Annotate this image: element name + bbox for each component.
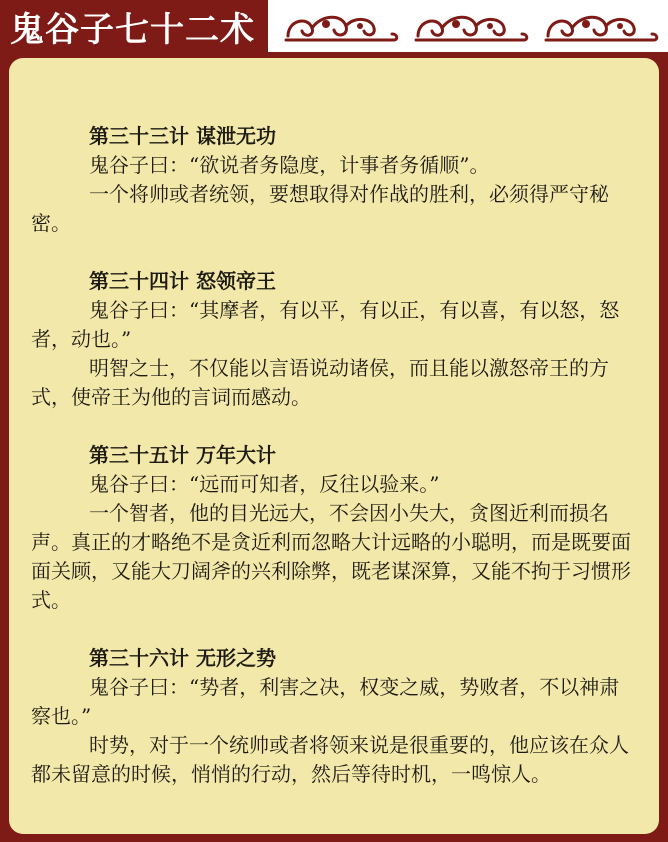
section-heading: 第三十四计 怒领帝王 bbox=[89, 269, 276, 293]
section-quote: 鬼谷子曰：“远而可知者，反往以验来。” bbox=[89, 472, 440, 496]
section-body: 一个智者，他的目光远大，不会因小失大，贪图近利而损名声。真正的才略绝不是贪近利而忽略大计远略的小聪明，而是既要面面关顾，又能大刀阔斧的兴利除弊，既老谋深算，又能不拘于习惯形式。 bbox=[31, 501, 631, 612]
section-35 bbox=[31, 441, 637, 615]
section-body: 一个将帅或者统领，要想取得对作战的胜利，必须得严守秘密。 bbox=[31, 182, 609, 235]
section-34 bbox=[31, 267, 637, 412]
section-33 bbox=[31, 122, 637, 238]
header-bar bbox=[0, 0, 668, 52]
section-quote: 鬼谷子曰：“势者，利害之决，权变之威，势败者，不以神肃察也。” bbox=[31, 675, 620, 728]
section-heading: 第三十五计 万年大计 bbox=[89, 443, 276, 467]
title-block bbox=[0, 0, 268, 52]
cloud-pattern-icon bbox=[282, 6, 400, 46]
cloud-pattern-icon bbox=[412, 6, 530, 46]
cloud-pattern-icon bbox=[542, 6, 660, 46]
section-heading: 第三十六计 无形之势 bbox=[89, 646, 276, 670]
content-panel bbox=[9, 58, 659, 834]
section-36 bbox=[31, 644, 637, 789]
section-body: 时势，对于一个统帅或者将领来说是很重要的，他应该在众人都未留意的时候，悄悄的行动，然后等待时机，一鸣惊人。 bbox=[31, 733, 629, 786]
page-title: 鬼谷子七十二术 bbox=[10, 9, 255, 50]
section-heading: 第三十三计 谋泄无功 bbox=[89, 124, 276, 148]
section-quote: 鬼谷子曰：“其摩者，有以平，有以正，有以喜，有以怒，怒者，动也。” bbox=[31, 298, 620, 351]
section-body: 明智之士，不仅能以言语说动诸侯，而且能以激怒帝王的方式，使帝王为他的言词而感动。 bbox=[31, 356, 609, 409]
section-quote: 鬼谷子曰：“欲说者务隐度，计事者务循顺”。 bbox=[89, 153, 490, 177]
